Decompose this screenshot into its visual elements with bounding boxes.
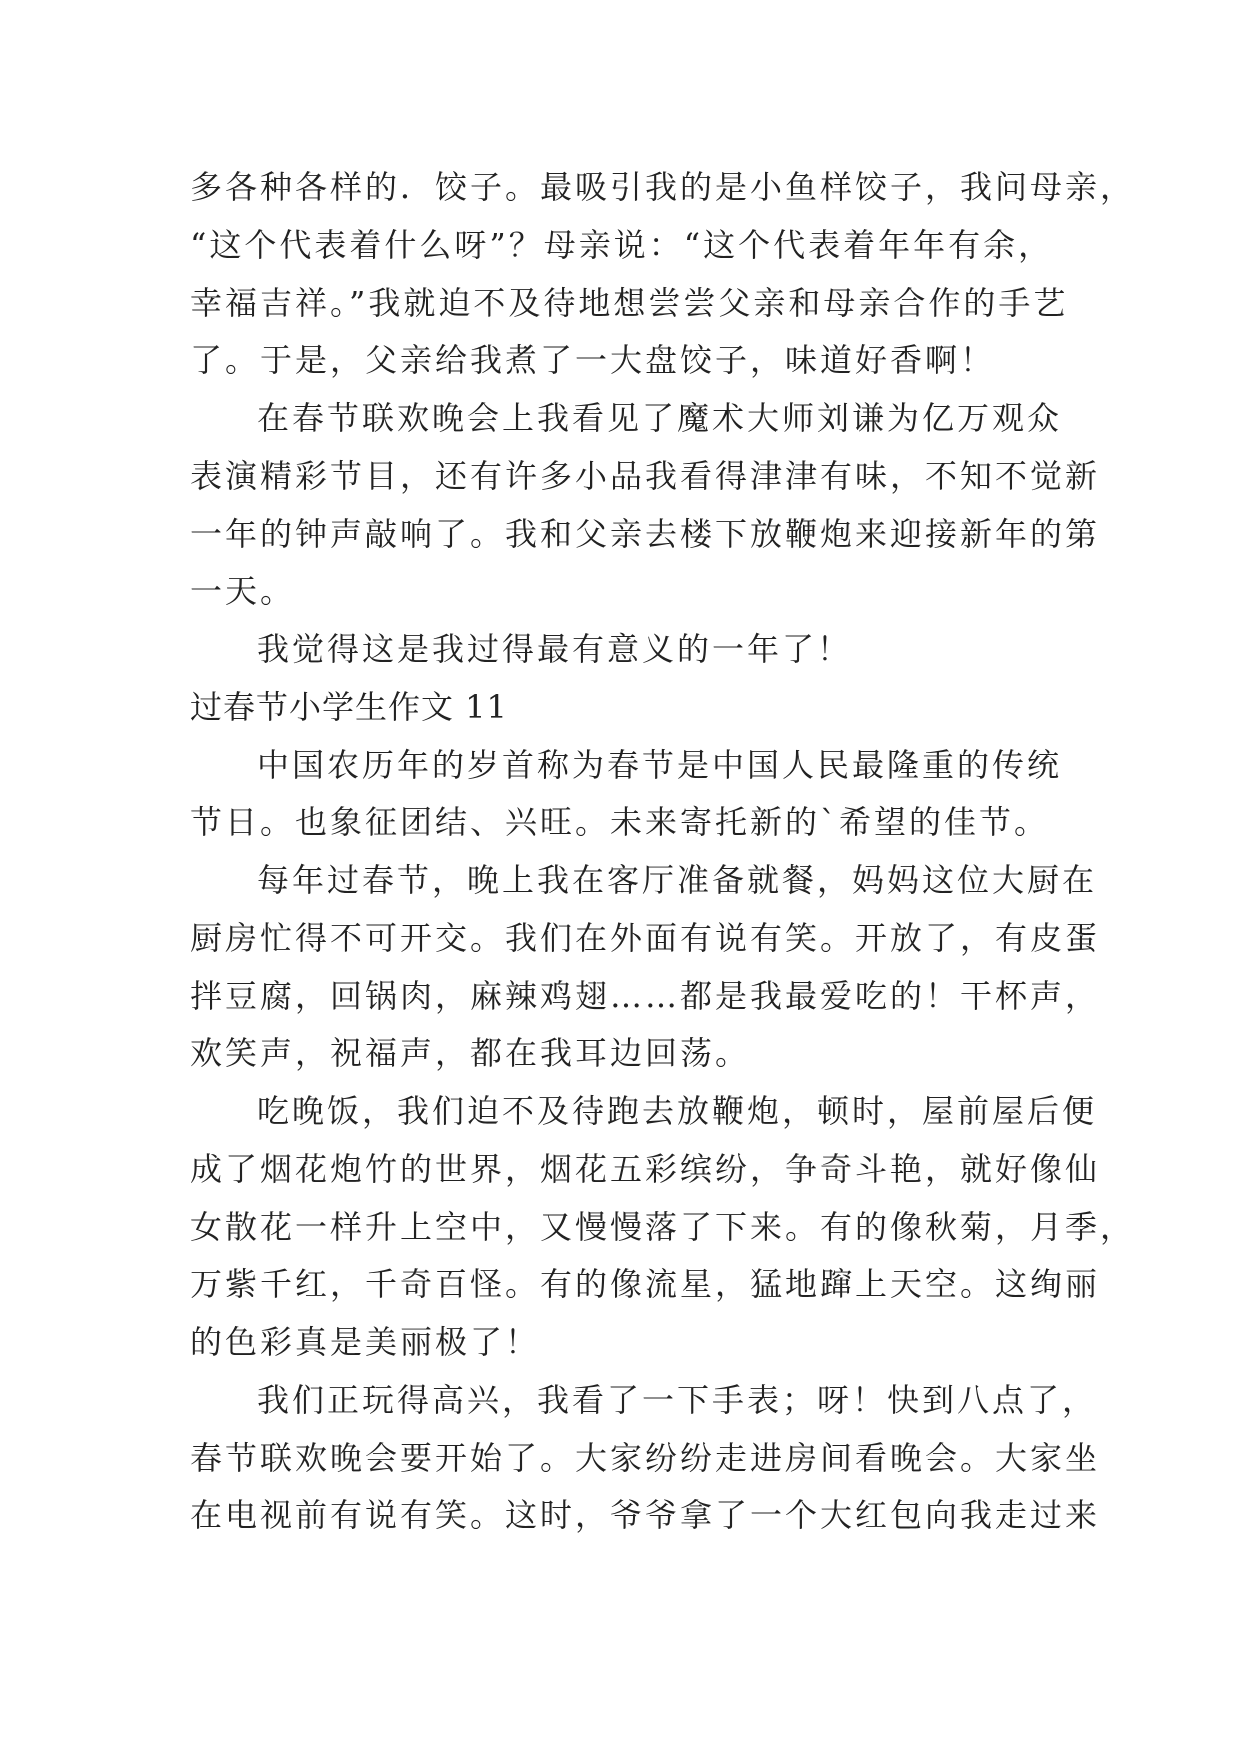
text-line: 女散花一样升上空中，又慢慢落了下来。有的像秋菊，月季，	[190, 1208, 1136, 1246]
text-line: 中国农历年的岁首称为春节是中国人民最隆重的传统	[257, 746, 1063, 784]
text-line: 节日。也象征团结、兴旺。未来寄托新的`希望的佳节。	[190, 803, 1050, 841]
text-line: 每年过春节，晚上我在客厅准备就餐，妈妈这位大厨在	[257, 861, 1098, 899]
text-line: 厨房忙得不可开交。我们在外面有说有笑。开放了，有皮蛋	[190, 919, 1101, 957]
text-line: 了。于是，父亲给我煮了一大盘饺子，味道好香啊！	[190, 341, 996, 379]
text-line: 的色彩真是美丽极了！	[190, 1323, 541, 1361]
text-line: 幸福吉祥。”我就迫不及待地想尝尝父亲和母亲合作的手艺	[190, 284, 1069, 322]
text-line: 一年的钟声敲响了。我和父亲去楼下放鞭炮来迎接新年的第	[190, 515, 1101, 553]
text-line: 成了烟花炮竹的世界，烟花五彩缤纷，争奇斗艳，就好像仙	[190, 1150, 1101, 1188]
text-line: 拌豆腐，回锅肉，麻辣鸡翅……都是我最爱吃的！干杯声，	[190, 977, 1101, 1015]
section-heading: 过春节小学生作文 11	[190, 688, 508, 726]
text-line: 吃晚饭，我们迫不及待跑去放鞭炮，顿时，屋前屋后便	[257, 1092, 1098, 1130]
text-line: 多各种各样的．饺子。最吸引我的是小鱼样饺子，我问母亲，	[190, 168, 1136, 206]
text-line: 在电视前有说有笑。这时，爷爷拿了一个大红包向我走过来	[190, 1496, 1101, 1534]
text-line: 表演精彩节目，还有许多小品我看得津津有味，不知不觉新	[190, 457, 1101, 495]
text-line: 在春节联欢晚会上我看见了魔术大师刘谦为亿万观众	[257, 399, 1063, 437]
text-line: 欢笑声，祝福声，都在我耳边回荡。	[190, 1034, 751, 1072]
text-line: “这个代表着什么呀”？母亲说：“这个代表着年年有余，	[190, 226, 1054, 264]
text-line: 万紫千红，千奇百怪。有的像流星，猛地蹿上天空。这绚丽	[190, 1265, 1101, 1303]
text-line: 我们正玩得高兴，我看了一下手表；呀！快到八点了，	[257, 1381, 1098, 1419]
text-line: 一天。	[190, 572, 296, 610]
text-line: 我觉得这是我过得最有意义的一年了！	[257, 630, 853, 668]
text-line: 春节联欢晚会要开始了。大家纷纷走进房间看晚会。大家坐	[190, 1439, 1101, 1477]
